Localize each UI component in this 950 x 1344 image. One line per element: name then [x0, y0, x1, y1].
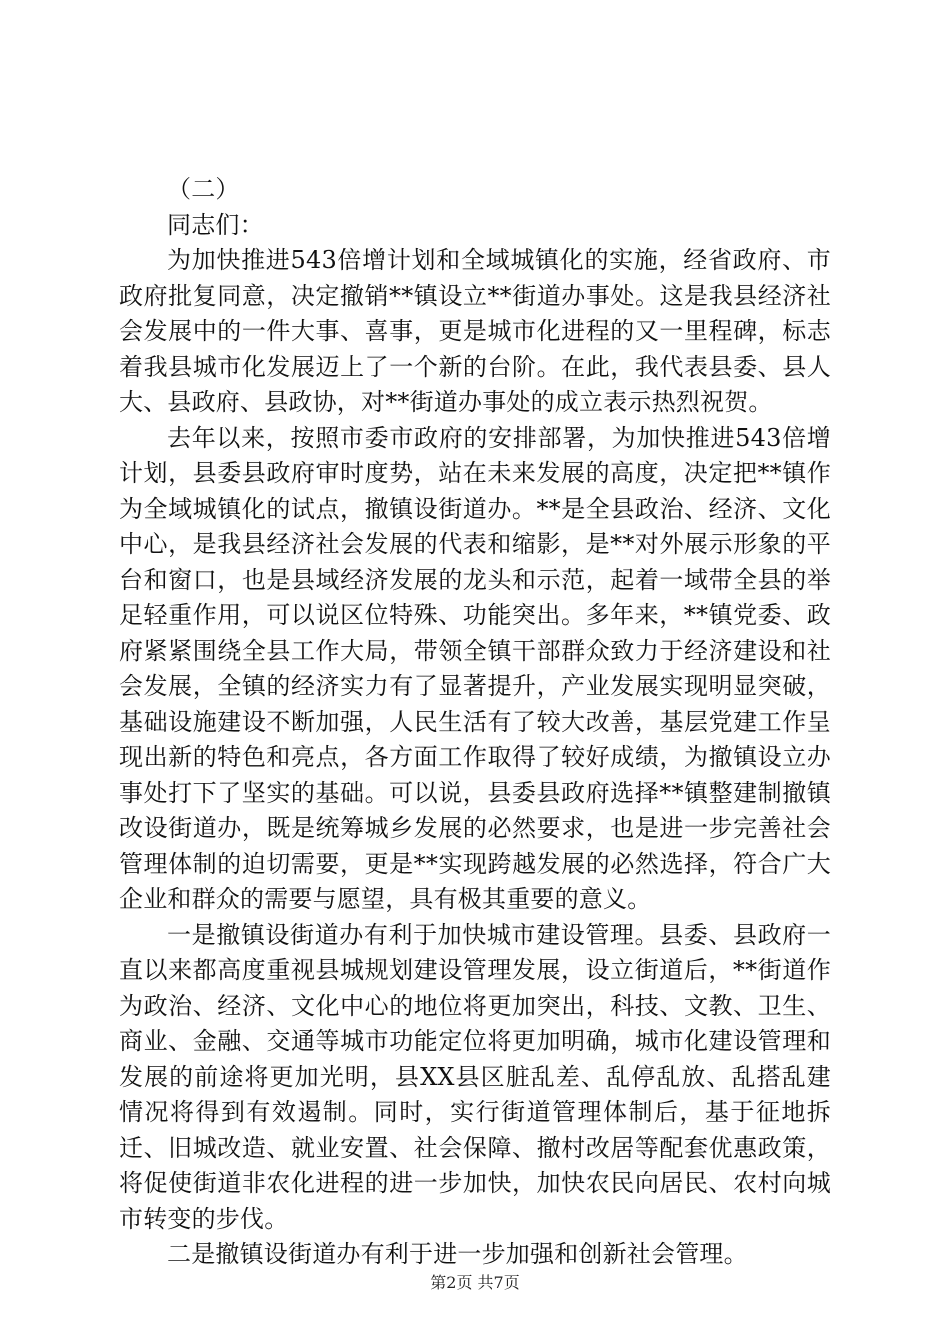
- salutation: 同志们：: [167, 210, 264, 239]
- page-number: 第2页 共7页: [430, 1273, 520, 1292]
- section-heading: （二）: [167, 175, 240, 203]
- paragraph-1: 为加快推进543倍增计划和全域城镇化的实施，经省政府、市政府批复同意，决定撤销**镇设立**街道办事处。这是我县经济社会发展中的一件大事、喜事，更是城市化进程的又一里程碑，标志着我县城市化发展迈上了一个新的台阶。在此，我代表县委、县人大、县政府、县政协，对**街道办事处的成立表示热烈祝贺。: [119, 246, 831, 416]
- document-body: [119, 172, 831, 1273]
- paragraph-4: 二是撤镇设街道办有利于进一步加强和创新社会管理。: [167, 1240, 748, 1268]
- paragraph-3: 一是撤镇设街道办有利于加快城市建设管理。县委、县政府一直以来都高度重视县城规划建设管理发展，设立街道后，**街道作为政治、经济、文化中心的地位将更加突出，科技、文教、卫生、商业、金融、交通等城市功能定位将更加明确，城市化建设管理和发展的前途将更加光明，县XX县区脏乱差、乱停乱放、乱搭乱建情况将得到有效遏制。同时，实行街道管理体制后，基于征地拆迁、旧城改造、就业安置、社会保障、撤村改居等配套优惠政策，将促使街道非农化进程的进一步加快，加快农民向居民、农村向城市转变的步伐。: [119, 920, 831, 1233]
- paragraph-2: 去年以来，按照市委市政府的安排部署，为加快推进543倍增计划，县委县政府审时度势，站在未来发展的高度，决定把**镇作为全域城镇化的试点，撤镇设街道办。**是全县政治、经济、文化中心，是我县经济社会发展的代表和缩影，是**对外展示形象的平台和窗口，也是县域经济发展的龙头和示范，起着一域带全县的举足轻重作用，可以说区位特殊、功能突出。多年来，**镇党委、政府紧紧围绕全县工作大局，带领全镇干部群众致力于经济建设和社会发展，全镇的经济实力有了显著提升，产业发展实现明显突破，基础设施建设不断加强，人民生活有了较大改善，基层党建工作呈现出新的特色和亮点，各方面工作取得了较好成绩，为撤镇设立办事处打下了坚实的基础。可以说，县委县政府选择**镇整建制撤镇改设街道办，既是统筹城乡发展的必然要求，也是进一步完善社会管理体制的迫切需要，更是**实现跨越发展的必然选择，符合广大企业和群众的需要与愿望，具有极其重要的意义。: [119, 423, 831, 913]
- page-footer: [0, 1273, 950, 1293]
